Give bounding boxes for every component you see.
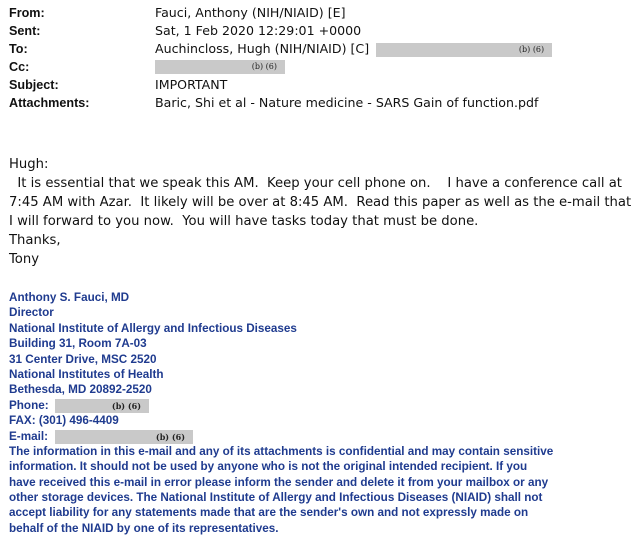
email-redaction-code: (b) (6) xyxy=(155,431,185,442)
from-row xyxy=(9,4,634,22)
body-sender-name: Tony xyxy=(9,252,40,267)
disclaimer-line-5: accept liability for any statements made that are the sender's own and not expressly made on xyxy=(9,506,529,520)
sent-label: Sent: xyxy=(9,24,41,38)
signature-street: 31 Center Drive, MSC 2520 xyxy=(9,352,157,366)
from-label: From: xyxy=(9,6,45,20)
email-label: E-mail: xyxy=(9,429,48,443)
body-closing: Thanks, xyxy=(9,233,61,248)
body-line-3: I will forward to you now. You will have tasks today that must be done. xyxy=(9,214,479,229)
cc-row xyxy=(9,58,634,76)
body-greeting: Hugh: xyxy=(9,157,49,172)
phone-redaction xyxy=(55,399,149,413)
disclaimer-line-4: other storage devices. The National Institute of Allergy and Infectious Diseases (NIAID) shall not xyxy=(9,491,543,505)
disclaimer-line-2: information. It should not be used by anyone who is not the original intended recipient. If you xyxy=(9,460,528,474)
to-redaction xyxy=(376,43,552,57)
cc-redaction-code: (b) (6) xyxy=(251,62,277,71)
email-redaction xyxy=(55,430,193,444)
subject-label: Subject: xyxy=(9,78,59,92)
sent-value: Sat, 1 Feb 2020 12:29:01 +0000 xyxy=(155,23,362,38)
attachments-label: Attachments: xyxy=(9,96,90,110)
signature-building: Building 31, Room 7A-03 xyxy=(9,337,147,351)
cc-redaction xyxy=(155,60,285,74)
signature-phone-row xyxy=(9,398,637,413)
to-redaction-code: (b) (6) xyxy=(518,44,545,54)
subject-row xyxy=(9,76,634,94)
to-value: Auchincloss, Hugh (NIH/NIAID) [C] xyxy=(155,41,370,56)
signature-title: Director xyxy=(9,306,54,320)
signature-email-row xyxy=(9,429,637,444)
signature-institutes: National Institutes of Health xyxy=(9,367,164,381)
disclaimer-line-3: have received this e-mail in error please inform the sender and delete it from your mailbox or any xyxy=(9,475,549,489)
signature-org: National Institute of Allergy and Infectious Diseases xyxy=(9,321,297,335)
phone-redaction-code: (b) (6) xyxy=(111,400,141,411)
disclaimer-line-1: The information in this e-mail and any of its attachments is confidential and may contain sensitive xyxy=(9,444,554,458)
email-header xyxy=(9,4,634,112)
disclaimer-line-6: behalf of the NIAID by one of its representatives. xyxy=(9,521,279,535)
phone-label: Phone: xyxy=(9,398,49,412)
sent-row xyxy=(9,22,634,40)
to-row xyxy=(9,40,634,58)
cc-label: Cc: xyxy=(9,60,30,74)
email-body xyxy=(9,155,634,269)
from-value: Fauci, Anthony (NIH/NIAID) [E] xyxy=(155,5,346,20)
signature-name: Anthony S. Fauci, MD xyxy=(9,291,130,304)
signature-city: Bethesda, MD 20892-2520 xyxy=(9,383,152,397)
attachments-row xyxy=(9,94,634,112)
subject-value: IMPORTANT xyxy=(155,77,228,92)
signature-fax: FAX: (301) 496-4409 xyxy=(9,414,119,428)
to-value-group xyxy=(155,40,552,58)
signature-block xyxy=(9,290,637,536)
to-label: To: xyxy=(9,42,28,56)
body-line-2: 7:45 AM with Azar. It likely will be over at 8:45 AM. Read this paper as well as the e-mail that xyxy=(9,195,632,210)
body-line-1: It is essential that we speak this AM. Keep your cell phone on. I have a conference call at xyxy=(9,176,622,191)
attachment-file-link[interactable]: Baric, Shi et al - Nature medicine - SARS Gain of function.pdf xyxy=(155,95,539,110)
